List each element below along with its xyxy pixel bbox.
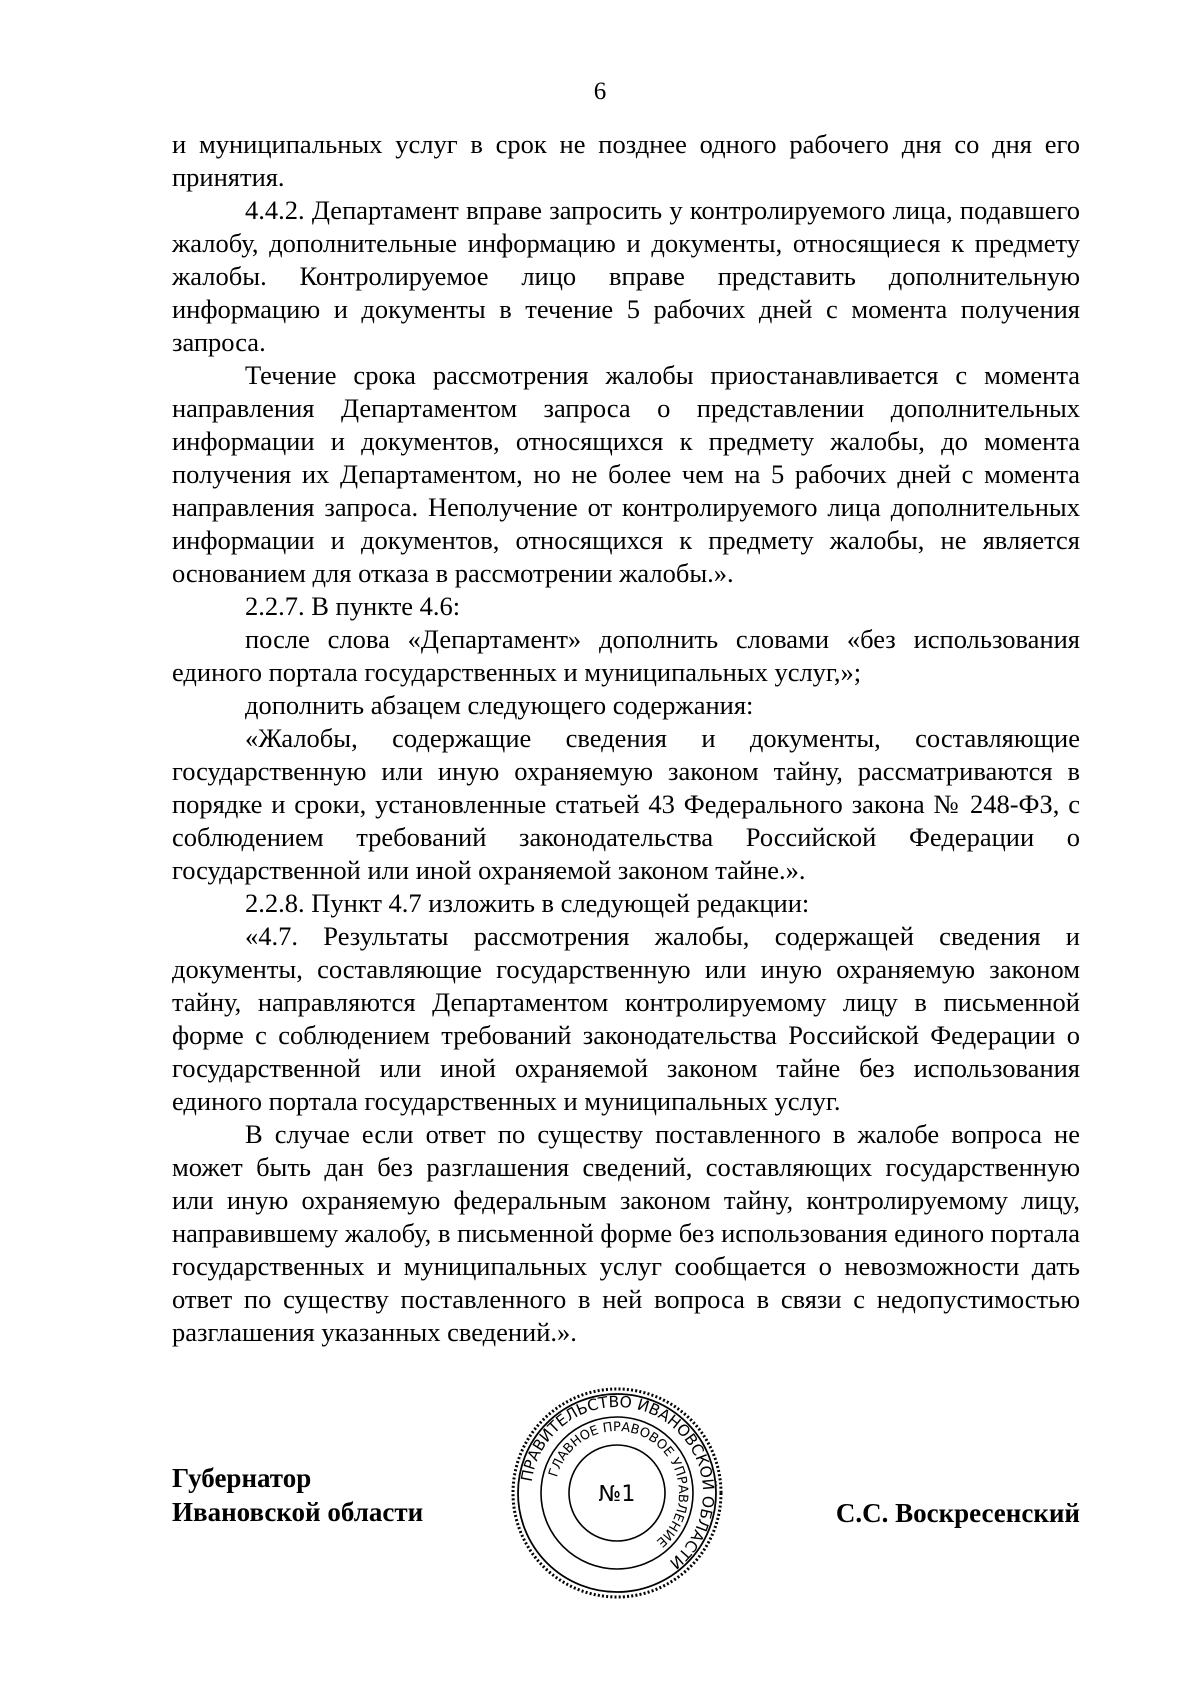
official-seal [510,1386,724,1600]
paragraph: Течение срока рассмотрения жалобы приостанавливается с момента направления Департаментом запроса о представлении дополнительных информации и документов, относящихся к предмету жалобы, до момента получения их Департаментом, но не более чем на 5 рабочих дней с момента направления запроса. Неполучение от контролируемого лица дополнительных информации и документов, относящихся к предмету жалобы, не является основанием для отказа в рассмотрении жалобы.». [172,360,1080,588]
page-number: 6 [593,78,607,105]
signatory-position-line2: Ивановской области [172,1497,424,1527]
paragraph: 2.2.7. В пункте 4.6: [245,591,461,621]
signatory-position-line1: Губернатор [172,1463,312,1493]
paragraph: после слова «Департамент» дополнить словами «без использования единого портала государственных и муниципальных услуг,»; [172,624,1080,687]
paragraph: В случае если ответ по существу поставленного в жалобе вопроса не может быть дан без разглашения сведений, составляющих государственную или иную охраняемую федеральным законом тайну, контролируемому лицу, направившему жалобу, в письменной форме без использования единого портала государственных и муниципальных услуг сообщается о невозможности дать ответ по существу поставленного в ней вопроса в связи с недопустимостью разглашения указанных сведений.». [172,1119,1080,1347]
seal-graphic [510,1386,724,1600]
paragraph: 4.4.2. Департамент вправе запросить у контролируемого лица, подавшего жалобу, дополнительные информацию и документы, относящиеся к предмету жалобы. Контролируемое лицо вправе представить дополнительную информацию и документы в течение 5 рабочих дней с момента получения запроса. [172,195,1080,357]
paragraph: «Жалобы, содержащие сведения и документы, составляющие государственную или иную охраняемую законом тайну, рассматриваются в порядке и сроки, установленные статьей 43 Федерального закона № 248-ФЗ, с соблюдением требований законодательства Российской Федерации о государственной или иной охраняемой законом тайне.». [172,723,1080,885]
paragraph: и муниципальных услуг в срок не позднее одного рабочего дня со дня его принятия. [172,129,1080,192]
document-body [172,128,1080,1349]
seal-inner-text: ГЛАВНОЕ ПРАВОВОЕ УПРАВЛЕНИЕ [546,1419,691,1550]
paragraph: «4.7. Результаты рассмотрения жалобы, содержащей сведения и документы, составляющие государственную или иную охраняемую законом тайну, направляются Департаментом контролируемому лицу в письменной форме с соблюдением требований законодательства Российской Федерации о государственной или иной охраняемой законом тайне без использования единого портала государственных и муниципальных услуг. [172,921,1080,1116]
paragraph: 2.2.8. Пункт 4.7 изложить в следующей редакции: [245,888,810,918]
paragraph: дополнить абзацем следующего содержания: [245,690,754,720]
signatory-name: С.С. Воскресенский [835,1498,1080,1528]
signatory-position [172,1461,423,1529]
seal-outer-text: ПРАВИТЕЛЬСТВО ИВАНОВСКОЙ ОБЛАСТИ [517,1392,718,1573]
seal-number: №1 [598,1482,636,1507]
